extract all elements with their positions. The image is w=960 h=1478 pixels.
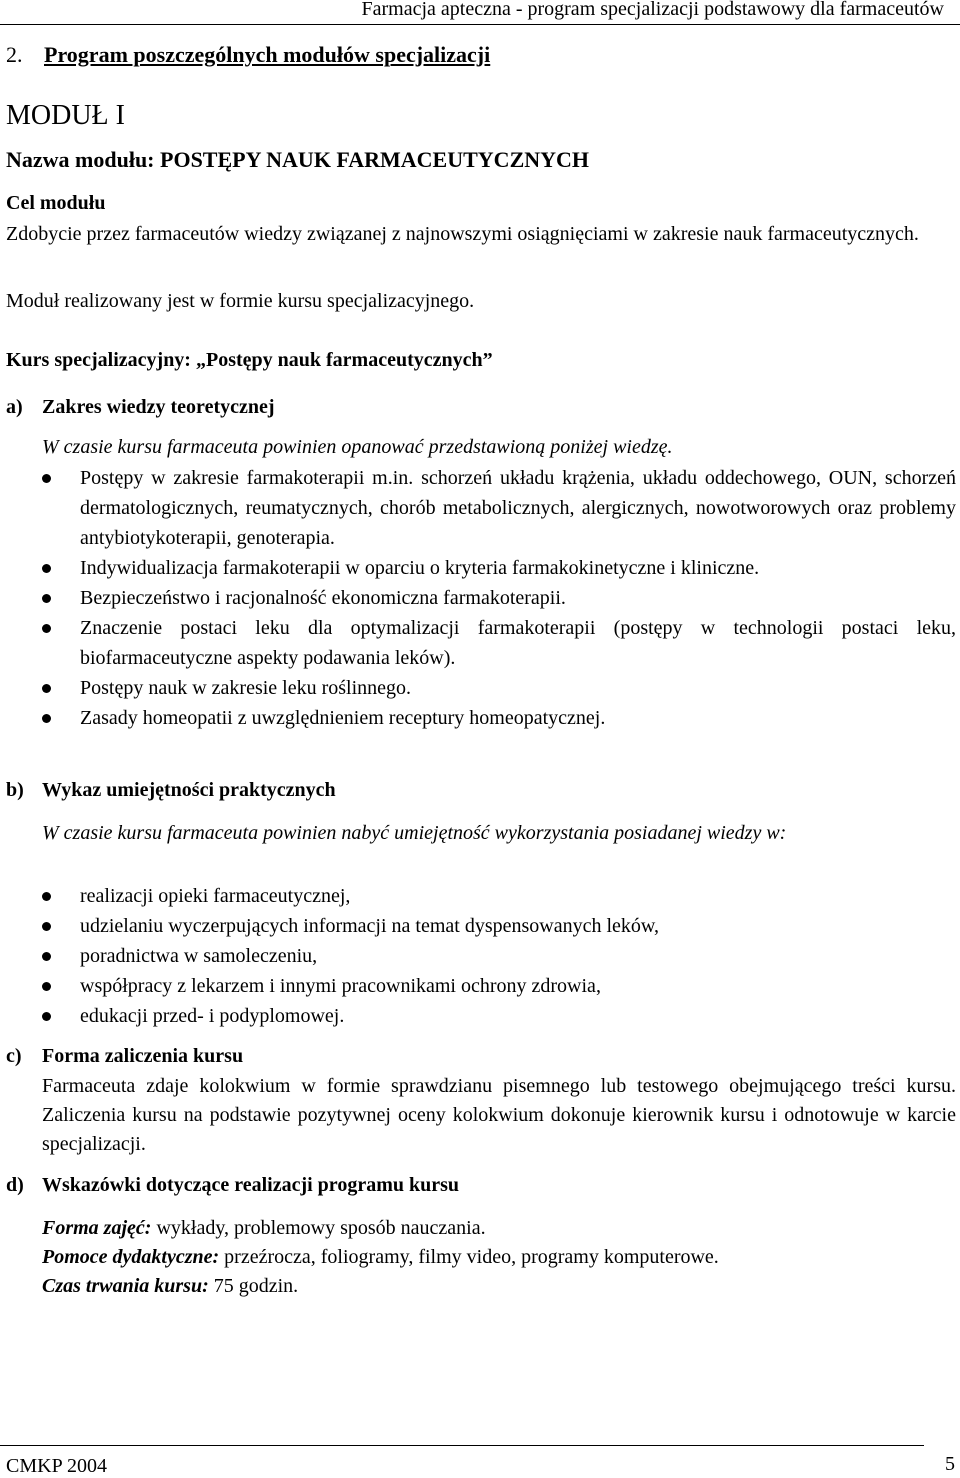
list-item: Postępy w zakresie farmakoterapii m.in. schorzeń układu krążenia, układu oddechowego, OUN, schorzeń dermatologicznych, reumatycznych, chorób metabolicznych, alergicznych, nowotworowych oraz problemy antybiotykoterapii, genoterapia. <box>38 463 956 553</box>
bullet-icon <box>42 714 51 723</box>
bullet-icon <box>42 564 51 573</box>
forma-value: wykłady, problemowy sposób nauczania. <box>151 1217 486 1239</box>
goal-label: Cel modułu <box>6 192 106 214</box>
part-a-list <box>38 463 956 733</box>
bullet-icon <box>42 922 51 931</box>
list-item: udzielaniu wyczerpujących informacji na temat dyspensowanych leków, <box>38 911 956 941</box>
pomoce-label: Pomoce dydaktyczne: <box>42 1246 220 1268</box>
part-c-label: c) <box>6 1045 22 1067</box>
bullet-icon <box>42 594 51 603</box>
footer-left: CMKP 2004 <box>6 1455 107 1477</box>
goal-text: Zdobycie przez farmaceutów wiedzy związanej z najnowszymi osiągnięciami w zakresie nauk farmaceutycznych. <box>6 223 919 245</box>
bullet-icon <box>42 624 51 633</box>
course-name: „Postępy nauk farmaceutycznych” <box>195 349 493 371</box>
list-item: Postępy nauk w zakresie leku roślinnego. <box>38 673 956 703</box>
list-item: edukacji przed- i podyplomowej. <box>38 1001 956 1031</box>
part-d-details <box>42 1214 719 1301</box>
list-item: Znaczenie postaci leku dla optymalizacji farmakoterapii (postępy w technologii postaci leku, biofarmaceutyczne aspekty podawania leków). <box>38 613 956 673</box>
section-title-text: Program poszczególnych modułów specjalizacji <box>44 42 491 67</box>
list-item: Bezpieczeństwo i racjonalność ekonomiczna farmakoterapii. <box>38 583 956 613</box>
form-text: Moduł realizowany jest w formie kursu specjalizacyjnego. <box>6 290 475 312</box>
bullet-icon <box>42 892 51 901</box>
list-item: Zasady homeopatii z uwzględnieniem receptury homeopatycznej. <box>38 703 956 733</box>
czas-label: Czas trwania kursu: <box>42 1275 209 1297</box>
part-c-title: Forma zaliczenia kursu <box>42 1045 244 1067</box>
part-d-title: Wskazówki dotyczące realizacji programu kursu <box>42 1174 460 1196</box>
part-c-heading <box>6 1045 243 1068</box>
bullet-icon <box>42 474 51 483</box>
bullet-icon <box>42 1012 51 1021</box>
module-name-value: POSTĘPY NAUK FARMACEUTYCZNYCH <box>160 147 590 172</box>
part-b-heading <box>6 779 336 802</box>
forma-label: Forma zajęć: <box>42 1217 152 1239</box>
bullet-icon <box>42 684 51 693</box>
header-rule <box>0 24 960 25</box>
czas-line <box>42 1272 719 1301</box>
pomoce-value: przeźrocza, foliogramy, filmy video, programy komputerowe. <box>219 1246 719 1268</box>
module-title: MODUŁ I <box>6 100 125 131</box>
bullet-icon <box>42 952 51 961</box>
part-b-label: b) <box>6 779 24 801</box>
section-number: 2. <box>6 42 23 67</box>
part-a-heading <box>6 396 275 419</box>
part-c-text: Farmaceuta zdaje kolokwium w formie sprawdzianu pisemnego lub testowego obejmującego treści kursu. Zaliczenia kursu na podstawie pozytywnej oceny kolokwium dokonuje kierownik kursu i odnotowuje w karcie specjalizacji. <box>42 1075 956 1155</box>
czas-value: 75 godzin. <box>208 1275 299 1297</box>
pomoce-line <box>42 1243 719 1272</box>
part-b-title: Wykaz umiejętności praktycznych <box>42 779 336 801</box>
module-name-label: Nazwa modułu: <box>6 147 155 172</box>
course-label: Kurs specjalizacyjny: <box>6 349 191 371</box>
list-item: realizacji opieki farmaceutycznej, <box>38 881 956 911</box>
part-d-label: d) <box>6 1174 24 1196</box>
list-item: poradnictwa w samoleczeniu, <box>38 941 956 971</box>
section-title <box>6 42 490 68</box>
part-b-intro: W czasie kursu farmaceuta powinien nabyć umiejętność wykorzystania posiadanej wiedzy w: <box>42 822 787 844</box>
list-item: Indywidualizacja farmakoterapii w oparciu o kryteria farmakokinetyczne i kliniczne. <box>38 553 956 583</box>
part-a-intro: W czasie kursu farmaceuta powinien opanować przedstawioną poniżej wiedzę. <box>42 436 673 458</box>
page-number: 5 <box>945 1453 955 1475</box>
part-a-title: Zakres wiedzy teoretycznej <box>42 396 275 418</box>
course-heading <box>6 349 493 372</box>
list-item: współpracy z lekarzem i innymi pracownikami ochrony zdrowia, <box>38 971 956 1001</box>
bullet-icon <box>42 982 51 991</box>
module-name <box>6 147 589 173</box>
running-header: Farmacja apteczna - program specjalizacji podstawowy dla farmaceutów <box>361 0 944 20</box>
forma-line <box>42 1214 719 1243</box>
part-d-heading <box>6 1174 459 1197</box>
part-b-list <box>38 881 956 1031</box>
part-a-label: a) <box>6 396 23 418</box>
footer-rule <box>0 1445 924 1446</box>
